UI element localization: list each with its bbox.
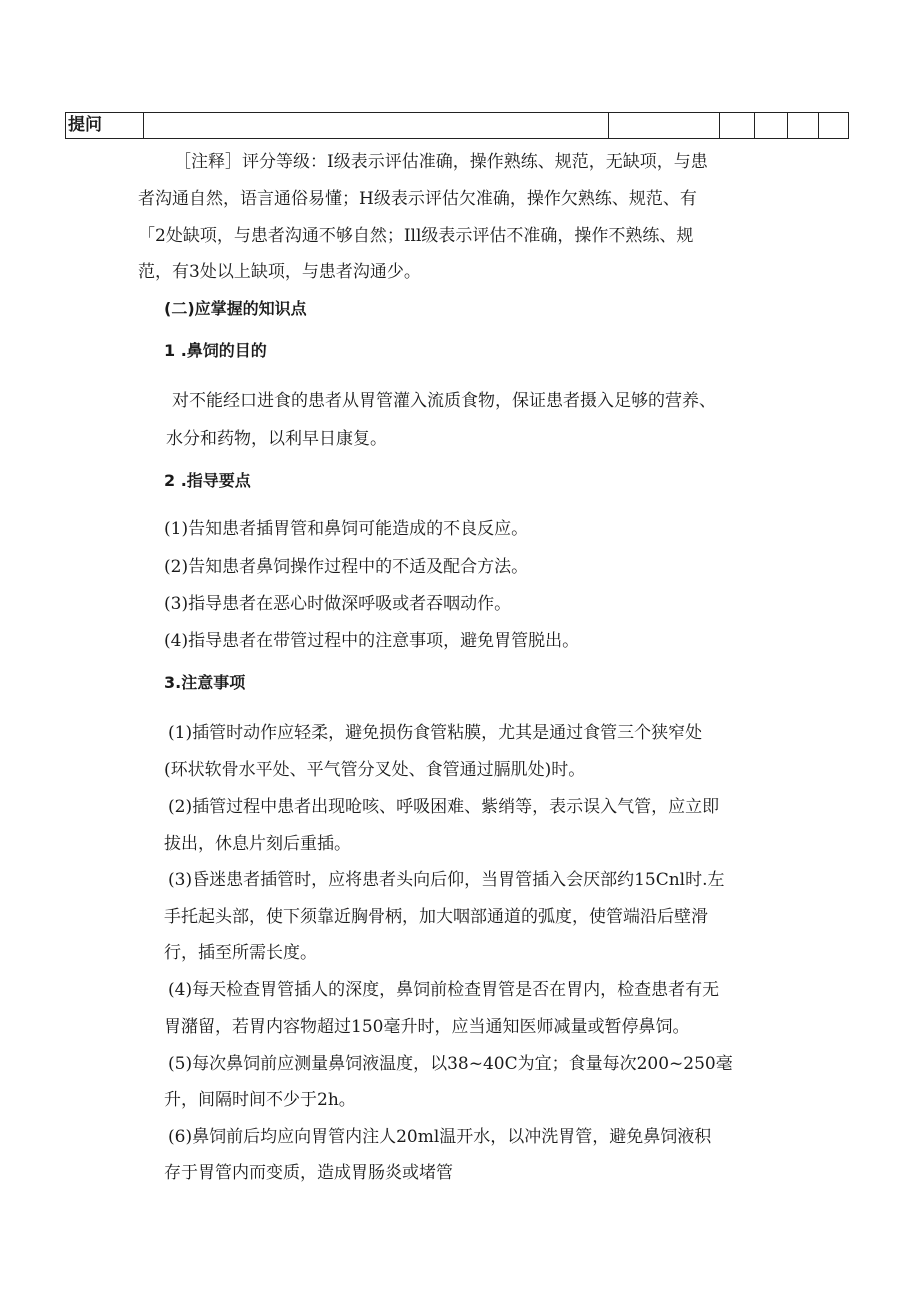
guidance-item: (1)告知患者插胃管和鼻饲可能造成的不良反应。 — [164, 519, 529, 539]
guidance-item: (2)告知患者鼻饲操作过程中的不适及配合方法。 — [164, 557, 529, 577]
precaution-line: (4)每天检查胃管插人的深度，鼻饲前检查胃管是否在胃内，检查患者有无 — [168, 980, 720, 1000]
precaution-line: 存于胃管内而变质，造成胃肠炎或堵管 — [164, 1163, 453, 1183]
note-line: 者沟通自然，语言通俗易懂；H级表示评估欠准确，操作欠熟练、规范、有 — [138, 189, 697, 209]
purpose-title: 1 .鼻饲的目的 — [164, 341, 267, 360]
precaution-line: (5)每次鼻饲前应测量鼻饲液温度，以38~40C为宜；食量每次200~250毫 — [168, 1054, 733, 1074]
table-cell — [609, 113, 720, 139]
precaution-line: (环状软骨水平处、平气管分叉处、食管通过膈肌处)时。 — [164, 760, 586, 780]
precaution-line: (2)插管过程中患者出现呛咳、呼吸困难、紫绡等，表示误入气管，应立即 — [168, 797, 720, 817]
guidance-item: (3)指导患者在恶心时做深呼吸或者吞咽动作。 — [164, 594, 512, 614]
precaution-line: (1)插管时动作应轻柔，避免损伤食管粘膜，尤其是通过食管三个狭窄处 — [168, 723, 703, 743]
score-table — [65, 112, 849, 139]
note-line: 「2处缺项，与患者沟通不够自然；Ill级表示评估不准确，操作不熟练、规 — [138, 226, 694, 246]
guidance-title: 2 .指导要点 — [164, 471, 251, 490]
purpose-line: 水分和药物，以利早日康复。 — [166, 429, 387, 449]
table-cell — [819, 113, 849, 139]
precaution-line: 拔出，休息片刻后重插。 — [164, 834, 351, 854]
precaution-line: 行，插至所需长度。 — [164, 943, 317, 963]
precaution-line: (6)鼻饲前后均应向胃管内注人20ml温开水，以冲洗胃管，避免鼻饲液积 — [168, 1127, 712, 1147]
precaution-line: 胃潴留，若胃内容物超过150毫升时，应当通知医师减量或暂停鼻饲。 — [164, 1017, 690, 1037]
purpose-line: 对不能经口进食的患者从胃管灌入流质食物，保证患者摄入足够的营养、 — [172, 391, 716, 411]
section-title: (二)应掌握的知识点 — [164, 299, 307, 318]
table-cell — [144, 113, 609, 139]
precautions-title: 3.注意事项 — [164, 673, 246, 692]
precaution-line: 手托起头部，使下须靠近胸骨柄，加大咽部通道的弧度，使管端沿后壁滑 — [164, 907, 708, 927]
table-cell — [788, 113, 819, 139]
guidance-item: (4)指导患者在带管过程中的注意事项，避免胃管脱出。 — [164, 631, 580, 651]
table-row — [66, 113, 849, 139]
table-cell — [720, 113, 755, 139]
row-label: 提问 — [66, 113, 144, 139]
table-cell — [755, 113, 788, 139]
precaution-line: 升，间隔时间不少于2h。 — [164, 1090, 356, 1110]
note-line: 范，有3处以上缺项，与患者沟通少。 — [138, 262, 421, 282]
precaution-line: (3)昏迷患者插管时，应将患者头向后仰，当胃管插入会厌部约15Cnl时.左 — [168, 870, 725, 890]
note-line: ［注释］评分等级：I级表示评估准确，操作熟练、规范，无缺项，与患 — [174, 152, 708, 172]
